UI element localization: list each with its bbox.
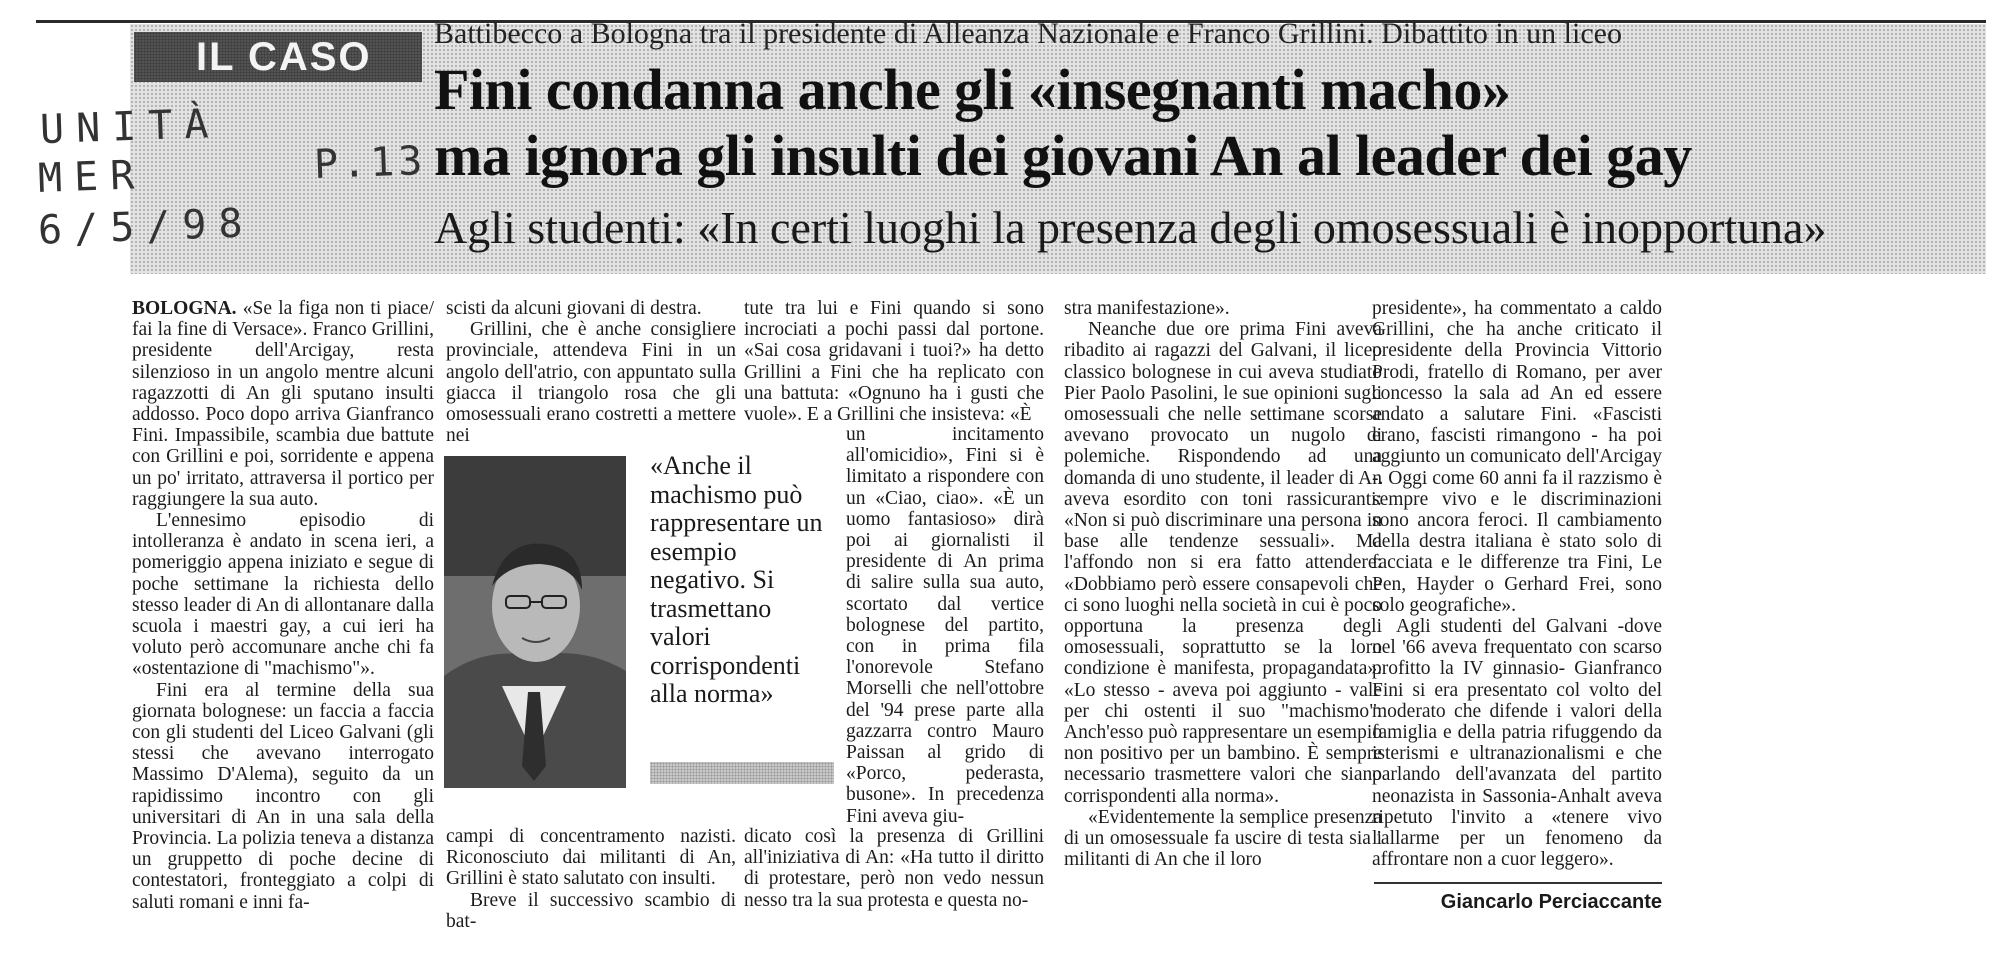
portrait-illustration (444, 456, 626, 788)
article-column-3-top (744, 298, 1044, 424)
paragraph: dicato così la presenza di Grillini all'iniziativa di An: «Ha tutto il diritto di protestare, però non vedo nessun nesso tra la sua protesta e questa no- (744, 826, 1044, 911)
paragraph: L'ennesimo episodio di intolleranza è andato in scena ieri, a pomeriggio appena iniziato e segue di poche settimane la richiesta dello stesso leader di An di allontanare dalla scuola i maestri gay, a cui ieri ha voluto però accomunare anche chi fa «ostentazione di "machismo"». (132, 510, 434, 680)
headline-line-2: ma ignora gli insulti dei giovani An al leader dei gay (434, 123, 1692, 188)
pull-quote-rule (650, 762, 834, 784)
handwritten-date: 6/5/98 (37, 200, 256, 254)
portrait-photo (444, 456, 626, 788)
paragraph: campi di concentramento nazisti. Riconosciuto dai militanti di An, Grillini è stato salutato con insulti. (446, 826, 736, 890)
handwritten-weekday: MER (37, 152, 148, 202)
byline-rule (1374, 882, 1662, 884)
subheadline: Agli studenti: «In certi luoghi la presenza degli omosessuali è inopportuna» (434, 202, 1827, 253)
handwritten-page: P.13 (313, 138, 428, 188)
byline: Giancarlo Perciaccante (1440, 891, 1662, 913)
paragraph: un incitamento all'omicidio», Fini si è limitato a rispondere con un «Ciao, ciao». «È un uomo fantasioso» dirà poi ai giornalisti il presidente di An prima di salire sulla sua auto, scortato dal vertice bolognese del partito, con in prima fila l'onorevole Stefano Morselli che nell'ottobre del '94 prese parte alla gazzarra contro Mauro Paissan al grido di «Porco, pederasta, busone». In precedenza Fini aveva giu- (846, 424, 1044, 827)
paragraph: Neanche due ore prima Fini aveva ribadito ai ragazzi del Galvani, il liceo classico bolognese in cui aveva studiato Pier Paolo Pasolini, le sue opinioni sugli omosessuali che nelle settimane scorse avevano provocato un nugolo di polemiche. Rispondendo ad una domanda di uno studente, il leader di An aveva esordito con toni rassicuranti: «Non si può discriminare una persona in base alle tendenze sessuali». Ma l'affondo non si era fatto attendere: «Dobbiamo però essere consapevoli che ci sono luoghi nella società in cui è poco opportuna la presenza degli omosessuali, soprattutto se la loro condizione è manifesta, propagandata». «Lo stesso - aveva poi aggiunto - vale per chi ostenti il suo "machismo". Anch'esso può rappresentare un esempio non positivo per un bambino. È sempre necessario trasmettere valori che siano corrispondenti alla norma». (1064, 319, 1382, 807)
article-column-3-bottom (744, 826, 1044, 962)
paragraph: presidente», ha commentato a caldo Grillini, che ha anche criticato il presidente della Provincia Vittorio Prodi, fratello di Romano, per aver concesso la sala ad An ed essere andato a salutare Fini. «Fascisti erano, fascisti rimangono - ha poi aggiunto un comunicato dell'Arcigay -. Oggi come 60 anni fa il razzismo è sempre vivo e le discriminazioni sono ancora feroci. Il cambiamento della destra italiana è stato solo di facciata e le differenze tra Fini, Le Pen, Hayder o Gerhard Frei, sono solo geografiche». (1372, 298, 1662, 616)
article-column-2-top (446, 298, 736, 447)
pull-quote: «Anche il machismo può rappresentare un esempio negativo. Si trasmettano valori corrispondenti alla norma» (650, 451, 823, 708)
paragraph: «Evidentemente la semplice presenza di un omosessuale fa uscire di testa sia i militanti di An che il loro (1064, 806, 1382, 871)
paragraph: Grillini, che è anche consigliere provinciale, attendeva Fini in un angolo dell'atrio, con appuntato sulla giacca il triangolo rosa che gli omosessuali erano costretti a mettere nei (446, 319, 736, 447)
paragraph: Breve il successivo scambio di bat- (446, 889, 736, 932)
handwritten-publication: UNITÀ (39, 100, 222, 154)
paragraph: stra manifestazione». (1064, 298, 1230, 319)
article-column-1 (132, 298, 434, 956)
paragraph: Agli studenti del Galvani -dove nel '66 aveva frequentato con scarso profitto la IV ginnasio- Gianfranco Fini si era presentato col volto del moderato che difende i valori della famiglia e della patria rifuggendo da isterismi e ultranazionalismi e che parlando dell'avanzata del partito neonazista in Sassonia-Anhalt aveva ripetuto l'invito a «tenere vivo l'allarme per un fenomeno da affrontare non a cuor leggero». (1372, 616, 1662, 871)
rubric-label: IL CASO (134, 32, 422, 82)
article-column-5 (1372, 298, 1662, 918)
headline-line-1: Fini condanna anche gli «insegnanti macho» (434, 57, 1511, 122)
paragraph-text: «Se la figa non ti piace/ fai la fine di Versace». Franco Grillini, presidente dell'Arcigay, resta silenzioso in un angolo mentre alcuni ragazzotti di An gli sputano insulti addosso. Poco dopo arriva Gianfranco Fini. Impassibile, scambia due battute con Grillini e poi, sorridente e appena un po' irritato, attraversa il portico per raggiungere la sua auto. (132, 298, 435, 510)
paragraph: scisti da alcuni giovani di destra. (446, 298, 702, 319)
article-column-2-bottom (446, 826, 736, 962)
article-column-4 (1064, 298, 1382, 956)
paragraph (132, 298, 434, 510)
paragraph: Fini era al termine della sua giornata bolognese: un faccia a faccia con gli studenti del Liceo Galvani (gli stessi che avevano interrogato Massimo D'Alema), seguito da un rapidissimo incontro con gli universitari di An in una sala della Provincia. La polizia teneva a distanza un gruppetto di poche decine di contestatori, fronteggiato a colpi di saluti romani e inni fa- (132, 679, 434, 913)
paragraph: tute tra lui e Fini quando si sono incrociati a pochi passi dal portone. «Sai cosa gridavani i tuoi?» ha detto Grillini a Fini che ha replicato con una battuta: «Ognuno ha i gusti che vuole». E a Grillini che insisteva: «È (744, 298, 1044, 426)
dateline: BOLOGNA. (132, 298, 237, 319)
article-column-3-narrow (846, 424, 1044, 827)
kicker: Battibecco a Bologna tra il presidente di Alleanza Nazionale e Franco Grillini. Dibattito in un liceo (434, 17, 1622, 50)
